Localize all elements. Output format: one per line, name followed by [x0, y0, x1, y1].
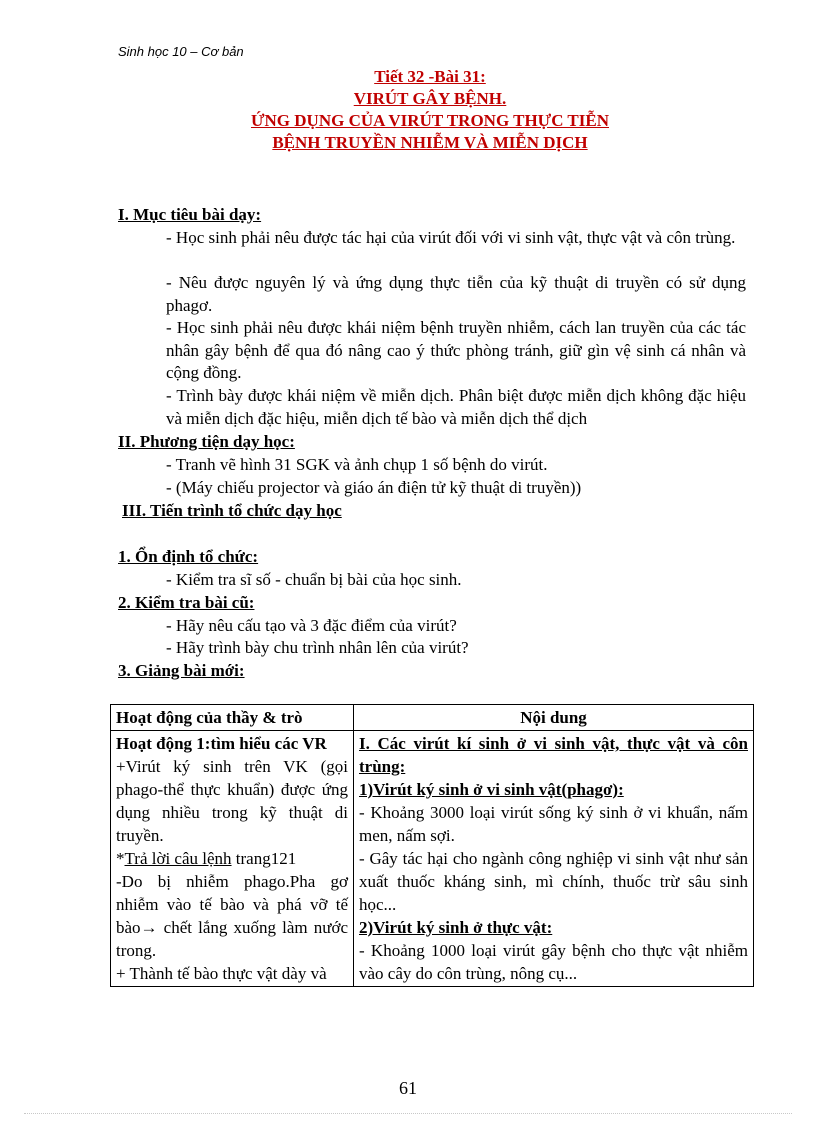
- content-item: - Khoảng 1000 loại virút gây bệnh cho thực vật nhiễm vào cây do côn trùng, nông cụ...: [359, 941, 748, 983]
- lesson-title-line-4: BỆNH TRUYỀN NHIỄM VÀ MIỄN DỊCH: [272, 133, 588, 152]
- activity-paragraph: +Virút ký sinh trên VK (gọi phago-thể thực khuẩn) được ứng dụng nhiều trong kỹ thuật di truyền.: [116, 757, 348, 845]
- lesson-title-line-3: ỨNG DỤNG CỦA VIRÚT TRONG THỰC TIỄN: [250, 111, 609, 130]
- objective-item: - Học sinh phải nêu được khái niệm bệnh truyền nhiễm, cách lan truyền của các tác nhân gây bệnh để qua đó nâng cao ý thức phòng tránh, giữ gìn vệ sinh cá nhân và cộng đồng.: [166, 318, 746, 382]
- step-2-heading: 2. Kiểm tra bài cũ:: [118, 593, 255, 612]
- step-2-item: - Hãy nêu cấu tạo và 3 đặc điểm của virút?: [166, 616, 457, 635]
- content-item: - Khoảng 3000 loại virút sống ký sinh ở vi khuẩn, nấm men, nấm sợi.: [359, 803, 748, 845]
- step-3-heading: 3. Giảng bài mới:: [118, 661, 245, 680]
- table-header-content: Nội dung: [354, 705, 754, 731]
- footer-divider: [24, 1113, 792, 1114]
- activity-paragraph: + Thành tế bào thực vật dày và: [116, 964, 327, 983]
- lesson-title-line-2: VIRÚT GÂY BỆNH.: [353, 89, 507, 108]
- answer-label: Trả lời câu lệnh: [124, 849, 232, 868]
- lesson-title-line-1: Tiết 32 -Bài 31:: [374, 67, 486, 86]
- content-subheading: 1)Virút ký sinh ở vi sinh vật(phagơ):: [359, 780, 624, 799]
- section-process-heading: III. Tiến trình tổ chức dạy học: [122, 501, 342, 520]
- table-header-activities: Hoạt động của thầy & trò: [111, 705, 354, 731]
- objective-item: - Trình bày được khái niệm về miễn dịch. Phân biệt được miễn dịch không đặc hiệu và miễn dịch đặc hiệu, miễn dịch tế bào và miễn dịch thể dịch: [166, 386, 746, 428]
- content-item: - Gây tác hại cho ngành công nghiệp vi sinh vật như sản xuất thuốc kháng sinh, mì chính, thuốc trừ sâu sinh học...: [359, 849, 748, 914]
- section-materials-heading: II. Phương tiện dạy học:: [118, 432, 295, 451]
- content-heading: I. Các virút kí sinh ở vi sinh vật, thực vật và côn trùng:: [359, 734, 748, 776]
- page-number: 61: [399, 1078, 417, 1098]
- table-row: [111, 731, 754, 987]
- activity-title: Hoạt động 1:tìm hiểu các VR: [116, 734, 327, 753]
- answer-prompt: [116, 847, 348, 870]
- content-subheading: 2)Virút ký sinh ở thực vật:: [359, 918, 553, 937]
- activity-text: chết lắng xuống làm nước trong.: [116, 918, 348, 960]
- objective-item: - Nêu được nguyên lý và ứng dụng thực tiễn của kỹ thuật di truyền có sử dụng phagơ.: [166, 273, 746, 315]
- arrow-icon: →: [140, 918, 158, 937]
- material-item: - (Máy chiếu projector và giáo án điện tử kỹ thuật di truyền)): [166, 478, 582, 497]
- answer-page: trang121: [231, 849, 297, 868]
- lesson-table: [110, 704, 754, 987]
- step-2-item: - Hãy trình bày chu trình nhân lên của virút?: [166, 638, 469, 657]
- activities-cell: [111, 731, 354, 987]
- running-header: Sinh học 10 – Cơ bản: [118, 44, 244, 59]
- step-1-heading: 1. Ổn định tổ chức:: [118, 547, 259, 566]
- section-objectives-heading: I. Mục tiêu bài dạy:: [118, 205, 262, 224]
- material-item: - Tranh vẽ hình 31 SGK và ảnh chụp 1 số bệnh do virút.: [166, 455, 548, 474]
- objective-item: - Học sinh phải nêu được tác hại của virút đối với vi sinh vật, thực vật và côn trùng.: [166, 228, 736, 247]
- step-1-item: - Kiểm tra sĩ số - chuẩn bị bài của học sinh.: [166, 570, 462, 589]
- activity-text: -Do bị nhiễm phago.Pha gơ nhiễm vào tế bào và phá vỡ tế bào: [116, 872, 348, 937]
- table-header-row: [111, 705, 754, 731]
- content-cell: [354, 731, 754, 987]
- star-marker: *: [116, 849, 125, 868]
- activity-paragraph: [116, 870, 348, 962]
